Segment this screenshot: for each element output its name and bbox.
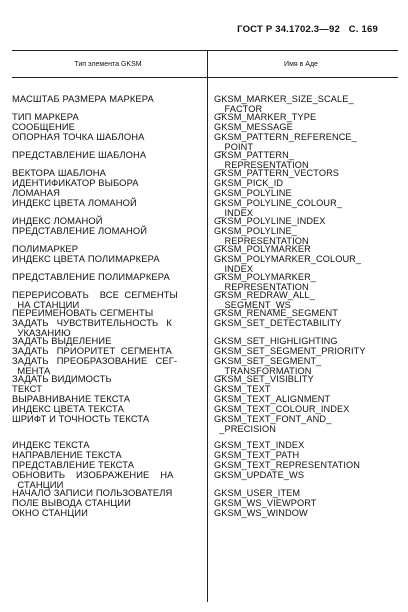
gksm-element-type: ИНДЕКС ЛОМАНОЙ (12, 215, 103, 226)
gksm-element-type: ЗАДАТЬ ПРЕОБРАЗОВАНИЕ СЕГ- МЕНТА (12, 355, 178, 376)
gksm-element-type: ПОЛЕ ВЫВОДА СТАНЦИИ (12, 497, 131, 508)
ada-name: GKSM_PATTERN_VECTORS (214, 168, 340, 178)
ada-name: GKSM_SET_VISIBLITY (214, 374, 314, 384)
ada-name: GKSM_PICK_ID (214, 178, 284, 188)
gksm-element-type: ТИП МАРКЕРА (12, 111, 79, 122)
gksm-element-type: ИНДЕКС ЦВЕТА ПОЛИМАРКЕРА (12, 253, 160, 264)
gksm-element-type: НАЧАЛО ЗАПИСИ ПОЛЬЗОВАТЕЛЯ (12, 487, 173, 498)
gksm-element-type: ПРЕДСТАВЛЕНИЕ ШАБЛОНА (12, 149, 147, 160)
gksm-element-type: ПРЕДСТАВЛЕНИЕ ЛОМАНОЙ (12, 225, 148, 236)
gksm-element-type: ВЫРАВНИВАНИЕ ТЕКСТА (12, 393, 131, 404)
gksm-element-type: ШРИФТ И ТОЧНОСТЬ ТЕКСТА (12, 413, 150, 424)
ada-name: GKSM_TEXT_REPRESENTATION (214, 460, 361, 470)
ada-name: GKSM_SET_SEGMENT_ _TRANSFORMATION (214, 356, 322, 376)
gksm-element-type: ЗАДАТЬ ВЫДЕЛЕНИЕ (12, 335, 112, 346)
ada-name: GKSM_RENAME_SEGMENT (214, 308, 338, 318)
gksm-element-type: ЛОМАНАЯ (12, 187, 61, 198)
gksm-element-type: ИНДЕКС ЦВЕТА ЛОМАНОЙ (12, 197, 137, 208)
gksm-element-type: ПРЕДСТАВЛЕНИЕ ПОЛИМАРКЕРА (12, 271, 170, 282)
ada-name: GKSM_POLYMARKER_COLOUR_ _INDEX (214, 254, 362, 274)
gksm-element-type: ПЕРЕРИСОВАТЬ ВСЕ СЕГМЕНТЫ НА СТАНЦИИ (12, 289, 178, 310)
gksm-element-type: ВЕКТОРА ШАБЛОНА (12, 167, 107, 178)
page-header (237, 24, 378, 35)
ada-name: GKSM_REDRAW_ALL_ _SEGMENT_WS (214, 290, 315, 310)
ada-name: GKSM_MESSAGE (214, 122, 293, 132)
ada-name: GKSM_TEXT_INDEX (214, 440, 305, 450)
ada-name: GKSM_SET_DETECTABILITY (214, 318, 342, 328)
ada-name: GKSM_POLYMARKER (214, 244, 311, 254)
ada-name: GKSM_POLYLINE (214, 188, 292, 198)
ada-name: GKSM_MARKER_SIZE_SCALE_ _FACTOR (214, 94, 354, 114)
gksm-element-type: МАСШТАБ РАЗМЕРА МАРКЕРА (12, 93, 154, 104)
gksm-element-type: ТЕКСТ (12, 383, 43, 394)
gksm-element-type: ЗАДАТЬ ВИДИМОСТЬ (12, 373, 112, 384)
page-number: С. 169 (348, 24, 378, 35)
ada-name: GKSM_MARKER_TYPE (214, 112, 317, 122)
gksm-element-type: ИДЕНТИФИКАТОР ВЫБОРА (12, 177, 139, 188)
gksm-element-type: ИНДЕКС ТЕКСТА (12, 439, 90, 450)
ada-name: GKSM_POLYLINE_COLOUR_ _INDEX (214, 198, 343, 218)
ada-name: GKSM_WS_WINDOW (214, 508, 308, 518)
ada-name: GKSM_TEXT_FONT_AND_ _PRECISION (214, 414, 332, 434)
table-header (12, 51, 398, 77)
column-divider (207, 50, 208, 602)
ada-name: GKSM_SET_SEGMENT_PRIORITY (214, 346, 366, 356)
ada-name: GKSM_POLYLINE_ _REPRESENTATION (214, 226, 309, 246)
ada-name: GKSM_TEXT_ALIGNMENT (214, 394, 331, 404)
ada-name: GKSM_USER_ITEM (214, 488, 301, 498)
gksm-element-type: ПЕРЕИМЕНОВАТЬ СЕГМЕНТЫ (12, 307, 154, 318)
ada-name: GKSM_WS_VIEWPORT (214, 498, 317, 508)
gksm-element-type: СООБЩЕНИЕ (12, 121, 76, 132)
gksm-element-type: ПРЕДСТАВЛЕНИЕ ТЕКСТА (12, 459, 135, 470)
gksm-element-type: ОПОРНАЯ ТОЧКА ШАБЛОНА (12, 131, 145, 142)
ada-name: GKSM_UPDATE_WS (214, 470, 305, 480)
gksm-element-type: ОБНОВИТЬ ИЗОБРАЖЕНИЕ НА СТАНЦИИ (12, 469, 174, 490)
ada-name: GKSM_TEXT (214, 384, 271, 394)
ada-name: GKSM_TEXT_COLOUR_INDEX (214, 404, 350, 414)
element-table (12, 50, 398, 518)
ada-name: GKSM_PATTERN_REFERENCE_ _POINT (214, 132, 357, 152)
column-header-ada: Имя в Аде (284, 60, 318, 68)
gksm-element-type: ИНДЕКС ЦВЕТА ТЕКСТА (12, 403, 124, 414)
gksm-element-type: ПОЛИМАРКЕР (12, 243, 79, 254)
gksm-element-type: ЗАДАТЬ ПРИОРИТЕТ СЕГМЕНТА (12, 345, 172, 356)
ada-name: GKSM_PATTERN_ _REPRESENTATION (214, 150, 309, 170)
column-header-gksm: Тип элемента GKSM (74, 60, 142, 68)
gksm-element-type: НАПРАВЛЕНИЕ ТЕКСТА (12, 449, 122, 460)
ada-name: GKSM_TEXT_PATH (214, 450, 300, 460)
gksm-element-type: ОКНО СТАНЦИИ (12, 507, 88, 518)
ada-name: GKSM_POLYMARKER_ _REPRESENTATION (214, 272, 317, 292)
gksm-element-type: ЗАДАТЬ ЧУВСТВИТЕЛЬНОСТЬ К УКАЗАНИЮ (12, 317, 172, 338)
table-header-rule (12, 77, 398, 78)
ada-name: GKSM_SET_HIGHLIGHTING (214, 336, 338, 346)
ada-name: GKSM_POLYLINE_INDEX (214, 216, 326, 226)
standard-number: ГОСТ Р 34.1702.3—92 (237, 24, 340, 35)
